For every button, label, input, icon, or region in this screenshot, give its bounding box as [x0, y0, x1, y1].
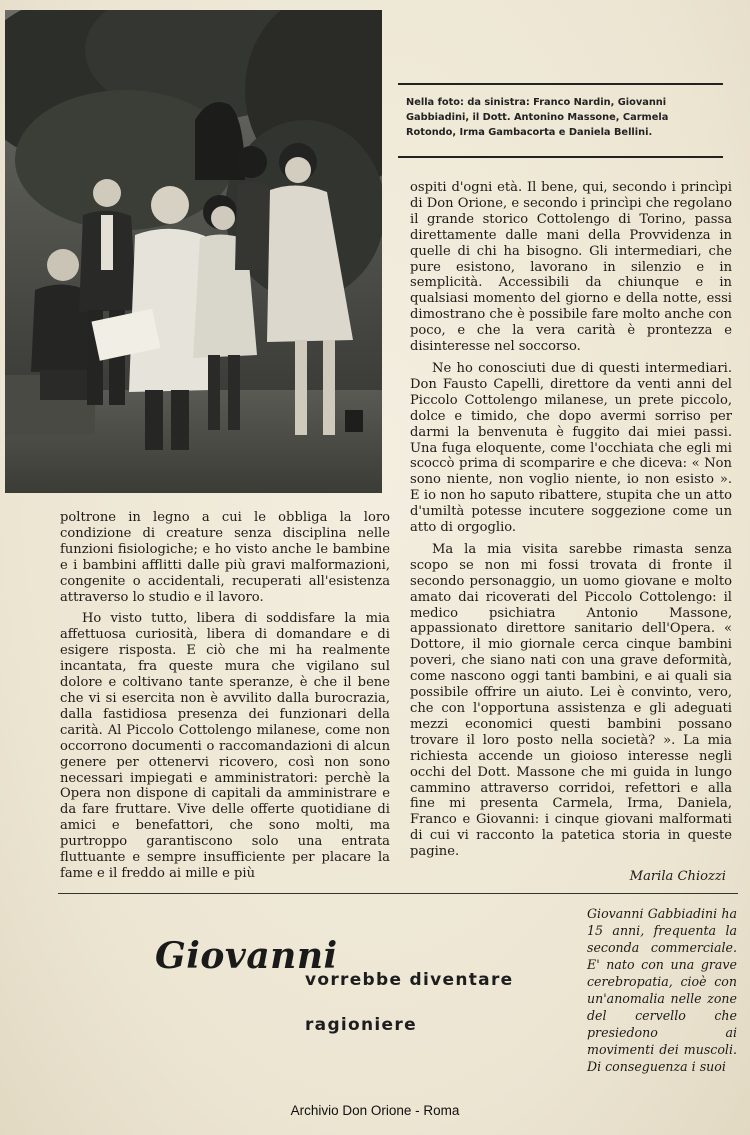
feature-headline-line-2: ragioniere: [305, 1015, 417, 1035]
archive-footer: Archivio Don Orione - Roma: [290, 1103, 460, 1118]
paragraph: poltrone in legno a cui le obbliga la loro condizione di creature senza disciplina nelle funzioni fisiologiche; e ho visto anche le bambine e i bambini afflitti dalle più gravi malformazioni, congenite o accidentali, recuperati all'esistenza attraverso lo studio e il lavoro.: [60, 510, 390, 605]
feature-intro-text: Giovanni Gabbiadini ha 15 anni, frequenta la seconda commerciale. E' nato con una grave cerebropatia, cioè con un'anomalia nelle zone del cervello che presiedono ai movimenti dei muscoli. Di conseguenza i suoi: [587, 906, 737, 1074]
feature-headline-line-1: vorrebbe diventare: [305, 970, 514, 990]
paragraph: Ne ho conosciuti due di questi intermediari. Don Fausto Capelli, direttore da venti anni del Piccolo Cottolengo milanese, un prete piccolo, dolce e timido, che dopo avermi sorriso per darmi la benvenuta è fuggito dai miei passi. Una fuga eloquente, come l'occhiata che egli mi scoccò prima di scomparire e che diceva: « Non sono niente, non voglio niente, io non esisto ». E io non ho saputo ribattere, stupita che un atto d'umiltà potesse incutere soggezione come un atto di orgoglio.: [410, 360, 732, 536]
paragraph: ospiti d'ogni età. Il bene, qui, secondo i princìpi di Don Orione, e secondo i princìpi che regolano il grande storico Cottolengo di Torino, passa direttamente dalle mani della Provvidenza in quelle di chi ha bisogno. Gli intermediari, che pure esistono, lavorano in silenzio e in semplicità. Accessibili da chiunque e in qualsiasi momento del giorno e della notte, essi dimostrano che è possibile fare molto anche con poco, e che la vera carità è prontezza e disinteresse nel soccorso.: [410, 180, 732, 355]
article-column-left: [60, 510, 390, 882]
group-photo: [5, 10, 382, 493]
section-divider: [58, 893, 738, 894]
author-signature: Marila Chiozzi: [629, 869, 726, 885]
feature-name-title: Giovanni: [155, 935, 338, 977]
photo-illustration: [5, 10, 382, 493]
article-column-right: [410, 180, 732, 885]
paragraph: Ho visto tutto, libera di soddisfare la mia affettuosa curiosità, libera di domandare e di esigere risposta. E ciò che mi ha realmente incantata, fra queste mura che vigilano sul dolore e coltivano tante speranze, è che il bene che vi si esercita non è avvilito dalla burocrazia, dalla fastidiosa presenza dei funzionari della carità. Al Piccolo Cottolengo milanese, come non occorrono documenti o raccomandazioni di alcun genere per ottenervi ricovero, così non sono necessari impiegati e amministratori: perchè la Opera non dispone di capitali da amministrare e da fare fruttare. Vive delle offerte quotidiane di amici e benefattori, che sono molti, ma purtroppo garantiscono solo una entrata fluttuante e sempre insufficiente per placare la fame e il freddo ai mille e più: [60, 611, 390, 881]
photo-caption: Nella foto: da sinistra: Franco Nardin, Giovanni Gabbiadini, il Dott. Antonino Massone, Carmela Rotondo, Irma Gambacorta e Daniela Bellini.: [398, 83, 723, 158]
paragraph: Ma la mia visita sarebbe rimasta senza scopo se non mi fossi trovata di fronte il secondo personaggio, un uomo giovane e molto amato dai ricoverati del Piccolo Cottolengo: il medico psichiatra Antonio Massone, appassionato direttore sanitario dell'Opera. « Dottore, il mio giornale cerca cinque bambini poveri, che siano nati con una grave deformità, come nascono oggi tanti bambini, e ai quali sia possibile offrire un aiuto. Lei è convinto, vero, che con l'opportuna assistenza e gli adeguati mezzi economici questi bambini possano trovare il loro posto nella società? ». La mia richiesta accende un gioioso interesse negli occhi del Dott. Massone che mi guida in lungo cammino attraverso corridoi, refettori e alla fine mi presenta Carmela, Irma, Daniela, Franco e Giovanni: i cinque giovani malformati di cui vi racconto la patetica storia in queste pagine.: [410, 541, 732, 860]
